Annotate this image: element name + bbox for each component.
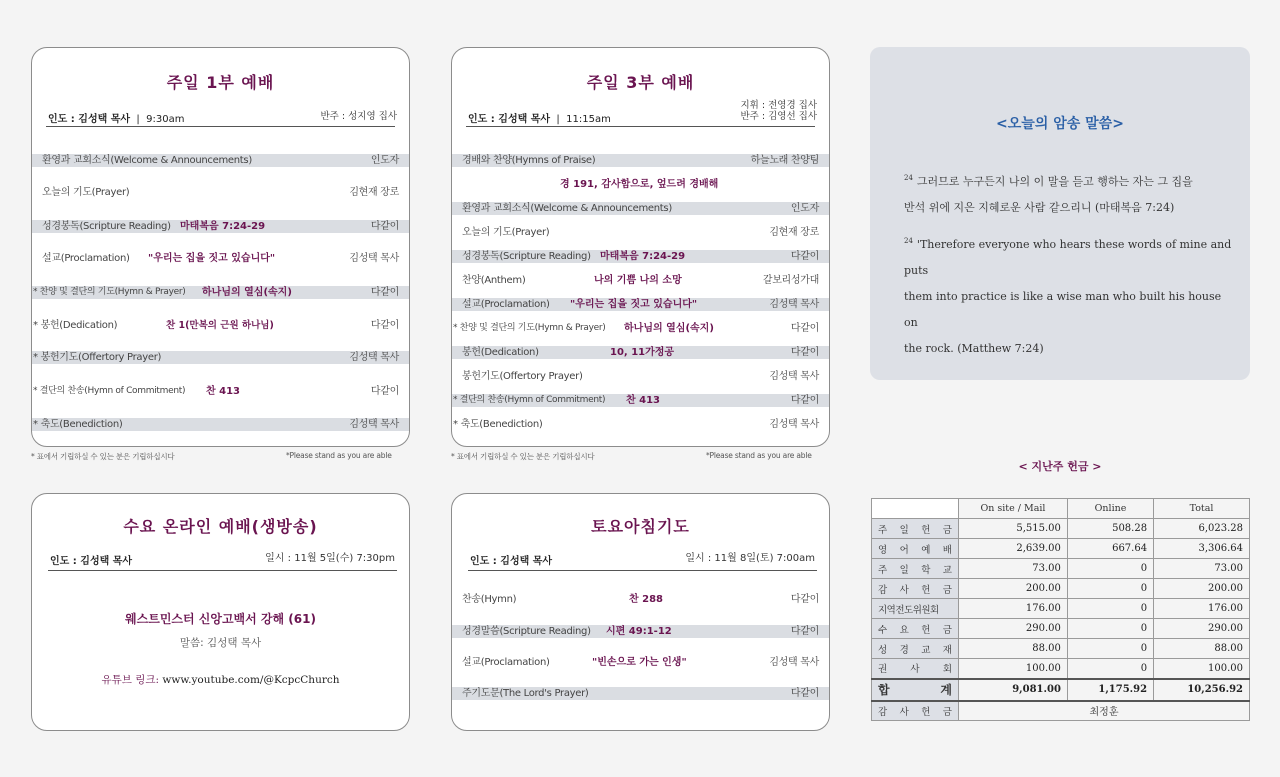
service1-title: 주일 1부 예배	[166, 73, 275, 92]
wednesday-leader: 인도 : 김성택 목사	[50, 556, 133, 567]
footnote-stand-korean: * 표에서 기립하실 수 있는 분은 기립하십시다	[451, 452, 595, 461]
list-item: * 결단의 찬송(Hymn of Commitment) 찬 413 다같이	[452, 394, 829, 407]
list-item: 설교(Proclamation) "우리는 집을 짓고 있습니다" 김성택 목사	[452, 298, 829, 311]
table-thanks-row: 감 사 헌 금 최정훈	[872, 701, 1250, 721]
list-item: * 봉헌기도(Offertory Prayer) 김성택 목사	[32, 351, 409, 364]
service3-staff	[741, 100, 818, 122]
service3-card	[451, 47, 830, 447]
list-item: * 축도(Benediction) 김성택 목사	[32, 418, 409, 431]
list-item: 찬송(Hymn) 찬 288 다같이	[462, 594, 819, 605]
list-item: 찬양(Anthem) 나의 기쁨 나의 소망 갈보리성가대	[462, 275, 819, 286]
verse-english: $^{24}$ 'Therefore everyone who hears these words of mine and puts them into practice is like a wise man who built his house on the rock. (Matthew 7:24)	[904, 237, 1232, 355]
list-item: 설교(Proclamation) "우리는 집을 짓고 있습니다" 김성택 목사	[42, 253, 399, 264]
youtube-url[interactable]: www.youtube.com/@KcpcChurch	[162, 674, 340, 686]
service1-card	[31, 47, 410, 447]
wednesday-card	[31, 493, 410, 731]
table-row: 영 어 예 배 2,639.00 667.64 3,306.64	[872, 539, 1250, 559]
list-item: 성경봉독(Scripture Reading) 마태복음 7:24-29 다같이	[32, 220, 409, 233]
list-item: 봉헌기도(Offertory Prayer) 김성택 목사	[462, 371, 819, 382]
divider	[466, 126, 815, 127]
saturday-leader: 인도 : 김성택 목사	[470, 556, 553, 567]
list-item: 성경봉독(Scripture Reading) 마태복음 7:24-29 다같이	[452, 250, 829, 263]
list-item: 봉헌(Dedication) 10, 11가정공 다같이	[452, 346, 829, 359]
service3-accompanist: 반주 : 김영선 집사	[740, 111, 817, 122]
list-item: 주기도문(The Lord's Prayer) 다같이	[452, 687, 829, 700]
sermon-title: 웨스트민스터 신앙고백서 강해 (61)	[125, 612, 316, 626]
table-row: 수 요 헌 금 290.00 0 290.00	[872, 619, 1250, 639]
verse-korean: $^{24}$ 그러므로 누구든지 나의 이 말을 듣고 행하는 자는 그 집을 반석 위에 지은 지혜로운 사람 같으리니 (마태복음 7:24)	[904, 174, 1193, 214]
footnote-stand-korean: * 표에서 기립하실 수 있는 분은 기립하십시다	[31, 452, 175, 461]
footnote-stand-english: *Please stand as you are able	[286, 451, 392, 460]
list-item: 환영과 교회소식(Welcome & Announcements) 인도자	[452, 202, 829, 215]
list-item: * 찬양 및 결단의 기도(Hymn & Prayer) 하나님의 열심(속지) 다같이	[453, 323, 819, 334]
speaker: 말씀: 김성택 목사	[179, 637, 262, 649]
table-row: 지역전도위원회 176.00 0 176.00	[872, 599, 1250, 619]
service3-title: 주일 3부 예배	[586, 73, 695, 92]
table-row: 권 사 회 100.00 0 100.00	[872, 659, 1250, 679]
offering-table	[871, 498, 1250, 721]
table-header-row: On site / Mail Online Total	[872, 499, 1250, 519]
table-row: 성 경 교 재 88.00 0 88.00	[872, 639, 1250, 659]
memory-verse-card	[870, 47, 1250, 380]
divider	[468, 570, 817, 571]
service3-leader: 인도 : 김성택 목사 | 11:15am	[468, 114, 611, 125]
saturday-datetime: 일시 : 11월 8일(토) 7:00am	[685, 553, 815, 564]
list-item: 경배와 찬양(Hymns of Praise) 하늘노래 찬양팀	[452, 154, 829, 167]
verse-title: <오늘의 암송 말씀>	[996, 116, 1124, 132]
list-item: * 결단의 찬송(Hymn of Commitment) 찬 413 다같이	[33, 386, 399, 397]
list-item: 오늘의 기도(Prayer) 김현재 장로	[462, 227, 819, 238]
list-item: * 찬양 및 결단의 기도(Hymn & Prayer) 하나님의 열심(속지) 다같이	[32, 286, 409, 299]
list-item: * 봉헌(Dedication) 찬 1(만복의 근원 하나님) 다같이	[33, 320, 399, 331]
list-item: 성경말씀(Scripture Reading) 시편 49:1-12 다같이	[452, 625, 829, 638]
wednesday-datetime: 일시 : 11월 5일(수) 7:30pm	[265, 553, 395, 564]
list-item: 환영과 교회소식(Welcome & Announcements) 인도자	[32, 154, 409, 167]
wednesday-title: 수요 온라인 예배(생방송)	[123, 517, 318, 536]
saturday-card	[451, 493, 830, 731]
offering-title: < 지난주 헌금 >	[1018, 460, 1102, 473]
youtube-link[interactable]	[32, 672, 409, 687]
divider	[48, 570, 397, 571]
table-row: 감 사 헌 금 200.00 0 200.00	[872, 579, 1250, 599]
youtube-label: 유튜브 링크:	[101, 674, 160, 686]
saturday-title: 토요아침기도	[591, 517, 690, 536]
table-total-row: 합 계 9,081.00 1,175.92 10,256.92	[872, 679, 1250, 701]
service1-accompanist: 반주 : 성지영 집사	[320, 111, 397, 122]
list-item: * 축도(Benediction) 김성택 목사	[453, 419, 819, 430]
table-row: 주 일 헌 금 5,515.00 508.28 6,023.28	[872, 519, 1250, 539]
list-item: 설교(Proclamation) "빈손으로 가는 인생" 김성택 목사	[462, 657, 819, 668]
footnote-stand-english: *Please stand as you are able	[706, 451, 812, 460]
service1-leader: 인도 : 김성택 목사 | 9:30am	[48, 114, 185, 125]
list-item: 경 191, 감사함으로, 엎드려 경배해	[560, 179, 719, 190]
divider	[46, 126, 395, 127]
list-item: 오늘의 기도(Prayer) 김현재 장로	[42, 187, 399, 198]
table-row: 주 일 학 교 73.00 0 73.00	[872, 559, 1250, 579]
service3-conductor: 지휘 : 전영경 집사	[740, 100, 817, 111]
